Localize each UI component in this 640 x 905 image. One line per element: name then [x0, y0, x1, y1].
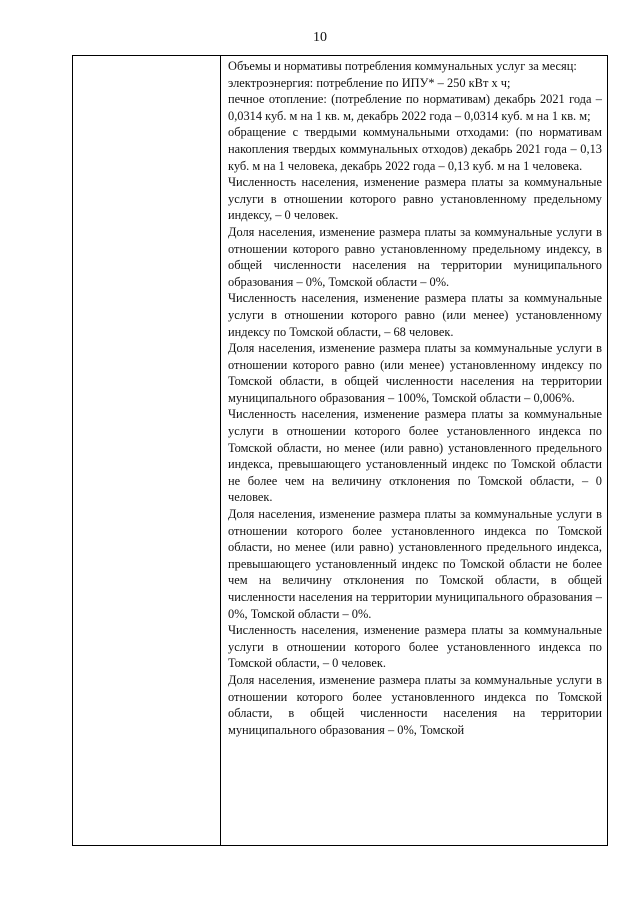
- paragraph-share-above-regional-below-max: Доля населения, изменение размера платы за коммунальные услуги в отношении которого более установленного индекса по Томской области, но менее (или равно) установленного предельного индекса, превышающего установленный индекс по Томской области не более чем на величину отклонения по Томской области, в общей численности населения на территории муниципального образования – 0%, Томской области – 0%.: [228, 507, 602, 621]
- paragraph-population-equal-max-index: Численность населения, изменение размера платы за коммунальные услуги в отношении которого равно установленному предельному индексу, – 0 человек.: [228, 175, 602, 223]
- paragraph-solid-waste: обращение с твердыми коммунальными отходами: (по нормативам накопления твердых коммунальных отходов) декабрь 2021 года – 0,13 куб. м на 1 человека, декабрь 2022 года – 0,13 куб. м на 1 человека.: [228, 125, 602, 173]
- paragraph-consumption-volumes-heading: Объемы и нормативы потребления коммунальных услуг за месяц:: [228, 59, 577, 73]
- paragraph-share-above-regional-index: Доля населения, изменение размера платы за коммунальные услуги в отношении которого более установленного индекса по Томской области, в общей численности населения на территории муниципального образования – 0%, Томской: [228, 672, 602, 737]
- paragraph-population-above-regional-index: Численность населения, изменение размера платы за коммунальные услуги в отношении которого более установленного индекса по Томской области, – 0 человек.: [228, 623, 602, 671]
- paragraph-population-above-regional-below-max: Численность населения, изменение размера платы за коммунальные услуги в отношении которого более установленного индекса по Томской области, но менее (или равно) установленного предельного индекса, превышающего установленный индекс по Томской области не более чем на величину отклонения по Томской области, – 0 человек.: [228, 407, 602, 505]
- table-right-cell: [222, 56, 607, 738]
- paragraph-share-below-regional-index: Доля населения, изменение размера платы за коммунальные услуги в отношении которого равно (или менее) установленному индексу по Томской области, в общей численности населения на территории муниципального образования – 100%, Томской области – 0,006%.: [228, 341, 602, 405]
- paragraph-share-equal-max-index: Доля населения, изменение размера платы за коммунальные услуги в отношении которого равно установленному предельному индексу, в общей численности населения на территории муниципального образования – 0%, Томской области – 0%.: [228, 224, 602, 289]
- document-table: [72, 55, 608, 846]
- table-left-cell: [73, 56, 221, 845]
- paragraph-population-below-regional-index: Численность населения, изменение размера платы за коммунальные услуги в отношении которого равно (или менее) установленному индексу по Томской области, – 68 человек.: [228, 291, 602, 339]
- page-number: 10: [313, 30, 327, 45]
- paragraph-stove-heating: печное отопление: (потребление по нормативам) декабрь 2021 года – 0,0314 куб. м на 1 кв. м, декабрь 2022 года – 0,0314 куб. м на 1 кв. м;: [228, 92, 602, 123]
- paragraph-electricity: электроэнергия: потребление по ИПУ* – 250 кВт х ч;: [228, 75, 511, 90]
